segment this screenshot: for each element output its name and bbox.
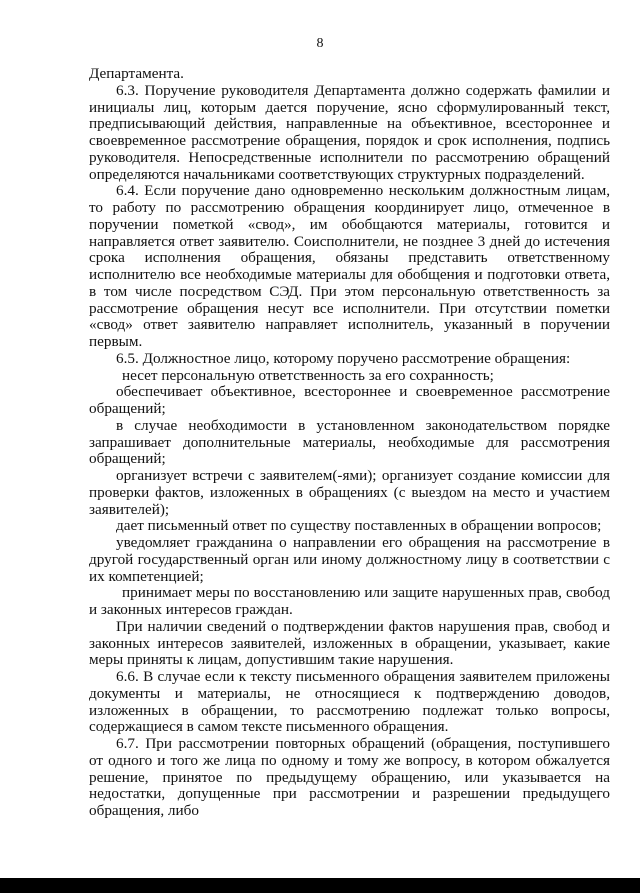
duty-item-restores-rights: принимает меры по восстановлению или защите нарушенных прав, свобод и законных интересов граждан. [89, 584, 610, 618]
duty-item-written-answer: дает письменный ответ по существу поставленных в обращении вопросов; [116, 517, 602, 535]
paragraph-violations: При наличии сведений о подтверждении фактов нарушения прав, свобод и законных интересов заявителей, изложенных в обращении, указывает, какие меры приняты к лицам, допустившим такие нарушения. [89, 617, 610, 669]
duty-item-notifies-citizen: уведомляет гражданина о направлении его обращения на рассмотрение в другой государственный орган или иному должностному лицу в соответствии с их компетенцией; [89, 534, 610, 585]
duty-item-organizes-meetings: организует встречи с заявителем(-ями); организует создание комиссии для проверки фактов, изложенных в обращениях (с выездом на место и участием заявителей); [89, 467, 610, 518]
document-body [89, 66, 610, 820]
paragraph-continuation: Департамента. [89, 65, 184, 82]
paragraph-6-7: 6.7. При рассмотрении повторных обращений (обращения, поступившего от одного и того же лица по одному и тому же вопросу, в котором обжалуется решение, принятое по предыдущему обращению, или указывается на недостатки, допущенные при рассмотрении и разрешении предыдущего обращения, либо [89, 735, 610, 819]
paragraph-6-6: 6.6. В случае если к тексту письменного обращения заявителем приложены документы и материалы, не относящиеся к подтверждению доводов, изложенных в обращении, то рассмотрению подлежат только вопросы, содержащиеся в самом тексте письменного обращения. [89, 668, 610, 736]
paragraph-6-3: 6.3. Поручение руководителя Департамента должно содержать фамилии и инициалы лиц, которым дается поручение, ясно сформулированный текст, предписывающий действия, направленные на объективное, всестороннее и своевременное рассмотрение обращения, порядок и срок исполнения, подпись руководителя. Непосредственные исполнители по рассмотрению обращений определяются начальниками соответствующих структурных подразделений. [89, 81, 610, 183]
paragraph-6-4: 6.4. Если поручение дано одновременно нескольким должностным лицам, то работу по рассмотрению обращения координирует лицо, отмеченное в поручении пометкой «свод», им обобщаются материалы, готовится и направляется ответ заявителю. Соисполнители, не позднее 3 дней до истечения срока исполнения обращения, обязаны представить ответственному исполнителю все необходимые материалы для обобщения и подготовки ответа, в том числе посредством СЭД. При этом персональную ответственность за рассмотрение обращения несут все исполнители. При отсутствии пометки «свод» ответ заявителю направляет исполнитель, указанный в поручении первым. [89, 182, 610, 350]
duty-item-requests-materials: в случае необходимости в установленном законодательством порядке запрашивает дополнительные материалы, необходимые для рассмотрения обращений; [89, 416, 610, 468]
duty-item-ensures-review: обеспечивает объективное, всестороннее и своевременное рассмотрение обращений; [89, 383, 610, 417]
duty-item-responsibility: несет персональную ответственность за его сохранность; [122, 366, 494, 384]
paragraph-6-5: 6.5. Должностное лицо, которому поручено рассмотрение обращения: [116, 349, 571, 367]
scan-bottom-edge [0, 878, 640, 893]
page-number: 8 [316, 36, 324, 51]
